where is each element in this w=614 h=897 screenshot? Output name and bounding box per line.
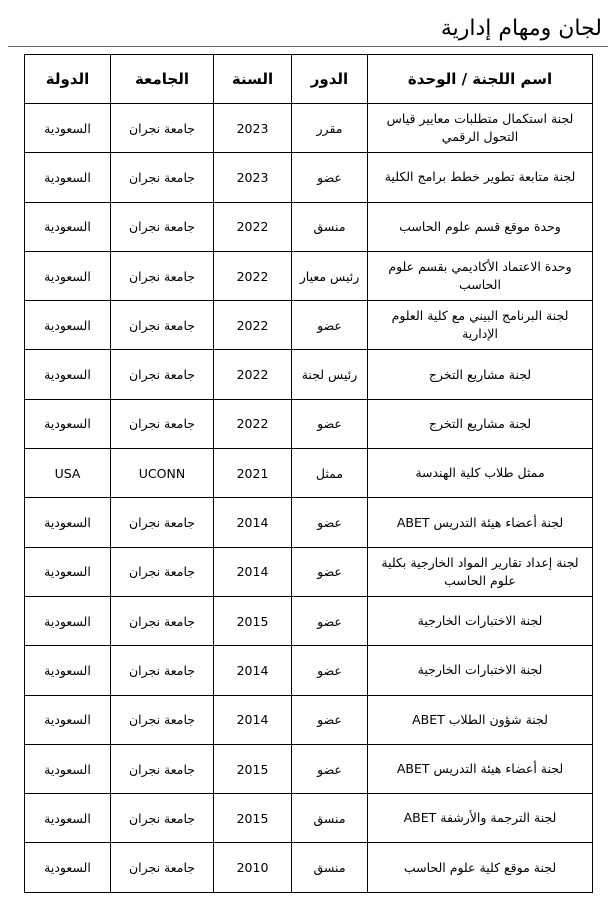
cell-country: السعودية (25, 843, 111, 892)
cell-country: USA (25, 449, 111, 498)
cell-year: 2022 (214, 301, 292, 350)
cell-university: جامعة نجران (111, 843, 214, 892)
header-university: الجامعة (111, 55, 214, 104)
cell-country: السعودية (25, 596, 111, 645)
cell-country: السعودية (25, 794, 111, 843)
cell-role: عضو (292, 301, 368, 350)
cell-country: السعودية (25, 547, 111, 596)
table-row (25, 399, 593, 448)
table-row (25, 449, 593, 498)
cell-university: جامعة نجران (111, 301, 214, 350)
cell-role: عضو (292, 596, 368, 645)
cell-country: السعودية (25, 251, 111, 300)
header-country: الدولة (25, 55, 111, 104)
cell-name: لجنة مشاريع التخرج (368, 350, 593, 399)
table-row (25, 104, 593, 153)
cell-role: ممثل (292, 449, 368, 498)
cell-country: السعودية (25, 695, 111, 744)
table-row (25, 350, 593, 399)
cell-name: لجنة موقع كلية علوم الحاسب (368, 843, 593, 892)
cell-role: منسق (292, 202, 368, 251)
cell-country: السعودية (25, 744, 111, 793)
cell-university: جامعة نجران (111, 202, 214, 251)
cell-year: 2014 (214, 498, 292, 547)
header-year: السنة (214, 55, 292, 104)
cell-name: لجنة الاختبارات الخارجية (368, 646, 593, 695)
cell-year: 2015 (214, 794, 292, 843)
table-header-row (25, 55, 593, 104)
table-body (25, 104, 593, 893)
table-row (25, 301, 593, 350)
cell-university: جامعة نجران (111, 794, 214, 843)
cell-role: عضو (292, 399, 368, 448)
cell-name: لجنة إعداد تقارير المواد الخارجية بكلية علوم الحاسب (368, 547, 593, 596)
cell-name: لجنة مشاريع التخرج (368, 399, 593, 448)
cell-role: رئيس لجنة (292, 350, 368, 399)
cell-role: عضو (292, 547, 368, 596)
table-row (25, 202, 593, 251)
cell-role: مقرر (292, 104, 368, 153)
cell-role: منسق (292, 843, 368, 892)
cell-role: رئيس معيار (292, 251, 368, 300)
cell-name: لجنة شؤون الطلاب ABET (368, 695, 593, 744)
cell-role: عضو (292, 498, 368, 547)
cell-university: جامعة نجران (111, 251, 214, 300)
cell-university: UCONN (111, 449, 214, 498)
cell-country: السعودية (25, 202, 111, 251)
cell-university: جامعة نجران (111, 498, 214, 547)
header-name: اسم اللجنة / الوحدة (368, 55, 593, 104)
cell-name: لجنة أعضاء هيئة التدريس ABET (368, 498, 593, 547)
cell-year: 2023 (214, 153, 292, 202)
cell-university: جامعة نجران (111, 646, 214, 695)
cell-year: 2022 (214, 350, 292, 399)
table-row (25, 547, 593, 596)
cell-country: السعودية (25, 399, 111, 448)
committees-table (24, 54, 593, 893)
cell-role: عضو (292, 153, 368, 202)
title-divider (8, 46, 608, 47)
table-row (25, 744, 593, 793)
cell-year: 2022 (214, 251, 292, 300)
cell-university: جامعة نجران (111, 153, 214, 202)
cell-name: لجنة البرنامج البيني مع كلية العلوم الإدارية (368, 301, 593, 350)
table-row (25, 794, 593, 843)
cell-name: وحدة الاعتماد الأكاديمي بقسم علوم الحاسب (368, 251, 593, 300)
cell-year: 2014 (214, 646, 292, 695)
cell-year: 2010 (214, 843, 292, 892)
page-title: لجان ومهام إدارية (440, 16, 602, 41)
cell-country: السعودية (25, 498, 111, 547)
cell-name: لجنة الاختبارات الخارجية (368, 596, 593, 645)
cell-name: لجنة استكمال متطلبات معايير قياس التحول الرقمي (368, 104, 593, 153)
cell-name: ممثل طلاب كلية الهندسة (368, 449, 593, 498)
cell-university: جامعة نجران (111, 350, 214, 399)
cell-year: 2023 (214, 104, 292, 153)
cell-year: 2014 (214, 695, 292, 744)
cell-year: 2022 (214, 399, 292, 448)
cell-university: جامعة نجران (111, 399, 214, 448)
cell-country: السعودية (25, 646, 111, 695)
cell-year: 2015 (214, 744, 292, 793)
cell-name: لجنة أعضاء هيئة التدريس ABET (368, 744, 593, 793)
table-row (25, 596, 593, 645)
cell-country: السعودية (25, 153, 111, 202)
cell-year: 2015 (214, 596, 292, 645)
cell-university: جامعة نجران (111, 104, 214, 153)
table-row (25, 695, 593, 744)
cell-year: 2014 (214, 547, 292, 596)
cell-university: جامعة نجران (111, 547, 214, 596)
cell-year: 2021 (214, 449, 292, 498)
header-role: الدور (292, 55, 368, 104)
cell-country: السعودية (25, 104, 111, 153)
cell-role: عضو (292, 744, 368, 793)
cell-role: عضو (292, 695, 368, 744)
cell-university: جامعة نجران (111, 695, 214, 744)
cell-name: لجنة متابعة تطوير خطط برامج الكلية (368, 153, 593, 202)
table-row (25, 153, 593, 202)
table-row (25, 498, 593, 547)
table-row (25, 843, 593, 892)
cell-country: السعودية (25, 301, 111, 350)
cell-name: وحدة موقع قسم علوم الحاسب (368, 202, 593, 251)
table-row (25, 251, 593, 300)
cell-name: لجنة الترجمة والأرشفة ABET (368, 794, 593, 843)
cell-university: جامعة نجران (111, 596, 214, 645)
cell-role: منسق (292, 794, 368, 843)
cell-year: 2022 (214, 202, 292, 251)
cell-university: جامعة نجران (111, 744, 214, 793)
cell-country: السعودية (25, 350, 111, 399)
cell-role: عضو (292, 646, 368, 695)
table-row (25, 646, 593, 695)
